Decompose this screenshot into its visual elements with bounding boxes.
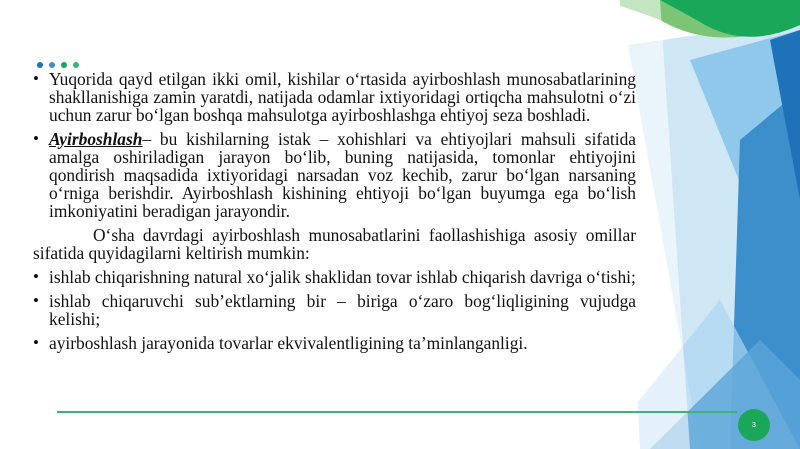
bullet-item: [33, 268, 636, 286]
slide-body: [33, 70, 636, 358]
dot-icon: [49, 62, 55, 68]
bullet-item: [33, 70, 636, 124]
term-highlight: Ayirboshlash: [49, 129, 143, 149]
bullet-text: ayirboshlash jarayonida tovarlar ekvivalentligining ta’minlanganligi.: [49, 333, 528, 353]
dot-icon: [73, 62, 79, 68]
bullet-text: Yuqorida qayd etilgan ikki omil, kishilar o‘rtasida ayirboshlash munosabatlarining shakllanishiga zamin yaratdi, natijada odamlar ixtiyoridagi ortiqcha mahsulotni o‘zi uchun zarur bo‘lgan boshqa mahsulotga ayirboshlashga ehtiyoj seza boshladi.: [49, 69, 636, 125]
bullet-item: [33, 292, 636, 328]
dot-icon: [61, 62, 67, 68]
bullet-item: [33, 334, 636, 352]
bullet-text: – bu kishilarning istak – xohishlari va ehtiyojlari mahsuli sifatida amalga oshiriladigan jarayon bo‘lib, buning natijasida, tomonlar ehtiyojini qondirish maqsadida ixtiyoridagi narsadan voz kechib, zarur bo‘lgan narsaning o‘rniga berishdir. Ayirboshlash kishining ehtiyoji bo‘lgan buyumga ega bo‘lish imkoniyatini beradigan jarayondir.: [49, 129, 636, 221]
bullet-text: ishlab chiqarishning natural xo‘jalik shaklidan tovar ishlab chiqarish davriga o‘tishi;: [49, 267, 636, 287]
footer-divider: [57, 411, 737, 413]
bullet-text: ishlab chiqaruvchi sub’ektlarning bir – biriga o‘zaro bog‘liqligining vujudga kelishi;: [49, 291, 636, 329]
dot-icon: [37, 62, 43, 68]
decorative-dots: [37, 62, 79, 68]
page-number-badge: 3: [738, 409, 770, 441]
paragraph: O‘sha davrdagi ayirboshlash munosabatlarini faollashishiga asosiy omillar sifatida quyidagilarni keltirish mumkin:: [33, 225, 636, 263]
bullet-item: [33, 130, 636, 220]
